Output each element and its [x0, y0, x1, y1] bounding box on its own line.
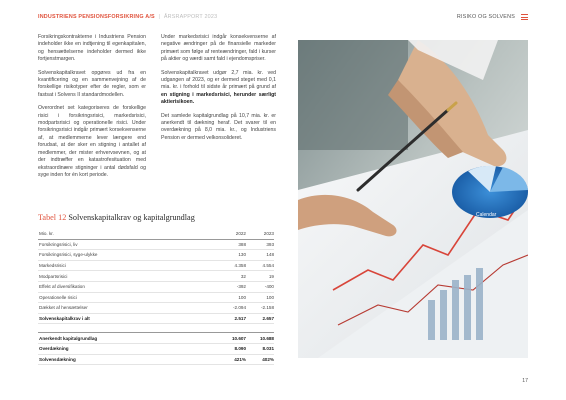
row-label: Forsikringsrisici, liv	[39, 241, 78, 247]
table-caption	[38, 213, 195, 222]
cell-2022: 100	[238, 294, 246, 300]
table-row	[38, 344, 274, 355]
table-row	[38, 250, 274, 261]
row-label: Anerkendt kapitalgrundlag	[39, 335, 98, 341]
cell-2022: -2.094	[232, 305, 246, 311]
row-label: Solvensdækning	[39, 356, 76, 362]
row-label: Dækket af hensættelser	[39, 305, 88, 311]
table-row	[38, 355, 274, 366]
cell-2023: -400	[264, 284, 274, 290]
row-label: Markedsrisici	[39, 263, 66, 269]
paragraph-text: Solvenskapitalkravet udgør 2,7 mia. kr. ved udgangen af 2023, og er dermed steget med 0,1 mia. kr. i forhold til sidste år primært på grund af	[161, 69, 276, 91]
paragraph: Solvenskapitalkravet opgøres ud fra en kvantificering og en sammenvejning af de forskellige risikotyper efter de regler, som er fastsat i Solvens II standardmodellen.	[38, 69, 146, 98]
menu-icon[interactable]	[521, 14, 528, 20]
table-spacer	[38, 324, 274, 332]
cell-2022: 388	[238, 241, 246, 247]
cell-2023: 393	[266, 241, 274, 247]
table-row	[38, 282, 274, 293]
text-column-left	[38, 34, 146, 185]
cell-2023: 100	[266, 294, 274, 300]
table-total-row	[38, 314, 274, 325]
paragraph: Forsikringskontrakterne i Industriens Pension indeholder ikke en indtjening til egenkapitalen, og hensættelserne indeholder dermed ikke fortjenstmargen.	[38, 34, 146, 63]
row-label: Operationelle risici	[39, 294, 77, 300]
row-label: Forsikringsrisici, syge-ulykke	[39, 252, 98, 258]
photo-illustration	[298, 40, 528, 358]
table-header-row	[38, 229, 274, 240]
page-number: 17	[522, 378, 528, 384]
row-label: Solvenskapitalkrav i alt	[39, 316, 90, 322]
column-header: 2023	[263, 231, 274, 237]
table-row	[38, 293, 274, 304]
row-label: Modpartsrisici	[39, 273, 68, 279]
paragraph-emphasis: en stigning i markedsrisici, herunder særligt aktierisikoen.	[161, 91, 276, 106]
cell-2022: 4.358	[234, 263, 246, 269]
cell-2022: 421%	[234, 356, 246, 362]
pie-label: Calendar	[476, 212, 497, 218]
table-row	[38, 332, 274, 344]
table-title: Solvenskapitalkrav og kapitalgrundlag	[68, 213, 195, 222]
header-separator: |	[158, 14, 161, 20]
text-column-right	[161, 34, 276, 148]
cell-2023: 4.554	[262, 263, 274, 269]
column-header: 2022	[235, 231, 246, 237]
cell-2023: 148	[266, 252, 274, 258]
cell-2022: -392	[236, 284, 246, 290]
paragraph: Det samlede kapitalgrundlag på 10,7 mia. kr. er anerkendt til dækning heraf. Det svarer til en overdækning på 8,0 mia. kr., og Industriens Pension er dermed velkonsolideret.	[161, 112, 276, 141]
table-label: Tabel 12	[38, 213, 67, 222]
cell-2023: 10.688	[259, 335, 274, 341]
section-title[interactable]: RISIKO OG SOLVENS	[456, 14, 515, 20]
header-right	[457, 14, 528, 20]
page-header	[38, 14, 528, 26]
paragraph: Under markedsrisici indgår konsekvenserne af negative ændringer på de finansielle markeder primært som følge af renteændringer, fald i kurser på aktier og værdi samt fald i ejendomspriser.	[161, 34, 276, 63]
cell-2022: 10.607	[231, 335, 246, 341]
business-photo	[298, 40, 528, 358]
row-label: Overdækning	[39, 346, 69, 352]
company-name: INDUSTRIENS PENSIONSFORSIKRING A/S	[38, 14, 155, 20]
table-row	[38, 271, 274, 282]
column-header: Mio. kr.	[39, 231, 54, 237]
cell-2023: 402%	[262, 356, 274, 362]
report-title: ÅRSRAPPORT 2023	[163, 14, 218, 20]
row-label: Effekt af diversifikation	[39, 284, 85, 290]
cell-2023: 19	[268, 273, 274, 279]
cell-2022: 130	[238, 252, 246, 258]
table-row	[38, 240, 274, 251]
cell-2022: 32	[240, 273, 246, 279]
paragraph	[161, 70, 276, 107]
cell-2023: -2.158	[260, 305, 274, 311]
solvency-table	[38, 229, 274, 365]
table-row	[38, 303, 274, 314]
table-row	[38, 261, 274, 272]
cell-2022: 2.517	[234, 316, 246, 322]
cell-2023: 2.657	[262, 316, 274, 322]
paragraph: Overordnet set kategoriseres de forskellige risici i forsikringsrisici, markedsrisici, modpartsrisici og operationelle risici. Under forsikringsrisici indgår primært korsekvenserne af, at medlemmerne lever længere end forudsat, at der sker en stigning i antallet af medlemmer, der mister erhvervsevnen, og at der indtræffer en katastrofesituation med ekstraordinære stigninger i antal dødsfald og syge inden for én kort periode.	[38, 105, 146, 178]
cell-2023: 8.031	[262, 346, 274, 352]
cell-2022: 8.090	[234, 346, 246, 352]
